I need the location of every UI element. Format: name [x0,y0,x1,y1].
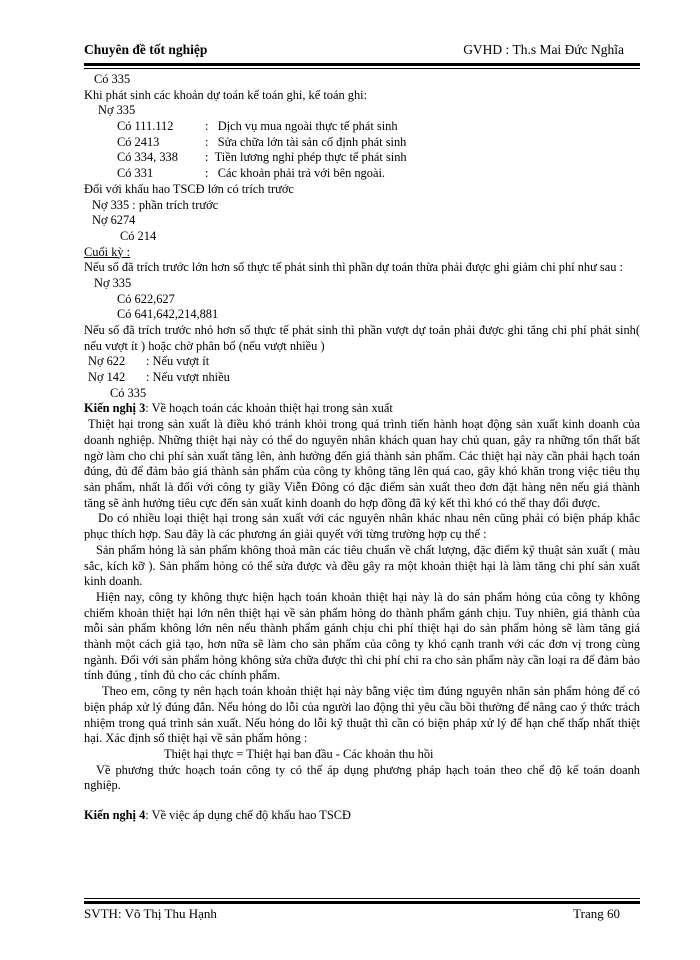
spacer [84,794,640,808]
header-advisor: GVHD : Th.s Mai Đức Nghĩa [463,42,624,57]
account-code: Có 111.112 [117,119,174,134]
page-number: Trang 60 [573,906,620,921]
paragraph: Do có nhiều loại thiệt hại trong sản xuất với các nguyên nhân khác nhau nên cũng phải có biện pháp khắc phục thích hợp. Sau đây là các phương án giải quyết với từng trường hợp cụ thể : [84,511,640,542]
account-line [84,135,640,151]
account-sep: : [205,166,209,181]
account-sep: : [205,119,209,134]
account-line [84,166,640,182]
page-footer [84,906,640,924]
header-rule-thick [84,63,640,66]
text-line: Nợ 335 [94,275,132,290]
heading-bold: Kiến nghị 4 [84,808,146,823]
account-code: Có 334, 338 [117,150,178,165]
text-line: Nợ 335 : phần trích trước [92,197,219,212]
section-heading [84,808,640,824]
text-line: Có 214 [120,228,157,243]
header-title: Chuyên đề tốt nghiệp [84,42,208,57]
text-line [84,354,640,370]
page-body [84,72,640,824]
footer-author: SVTH: Võ Thị Thu Hạnh [84,906,217,921]
account-sep: : [205,134,209,149]
account-desc: Sửa chữa lớn tài sản cố định phát sinh [217,134,407,149]
text-line: Có 335 [110,385,147,400]
section-heading [84,401,640,417]
section-label: Cuối kỳ : [84,244,131,259]
paragraph: Về phương thức hoạch toán công ty có thể áp dụng phương pháp hạch toán theo chế độ kế toán doanh nghiệp. [84,762,640,793]
account-desc: Dịch vụ mua ngoài thực tế phát sinh [217,119,398,134]
text-line: Nợ 6274 [92,213,136,228]
text-line: Nợ 335 [98,103,136,118]
paragraph: Sản phẩm hỏng là sản phẩm không thoả mãn các tiêu chuẩn về chất lượng, đặc điểm kỹ thuật sản xuất ( màu sắc, kích kỡ ). Sản phẩm hỏng có thể sửa được và đều gây ra một khoản thiệt hại là làm tăng chi phí sản xuất kinh doanh. [84,542,640,589]
account-code: Nợ 622 [88,354,126,369]
heading-rest: : Về việc áp dụng chế độ khấu hao TSCĐ [145,808,351,823]
text-line [84,370,640,386]
paragraph: Thiệt hại trong sản xuất là điều khó tránh khỏi trong quá trình tiến hành hoạt động sản xuất kinh doanh của doanh nghiệp. Những thiệt hại này có thể do nguyên nhân khách quan hay chủ quan, gây ra những tổn thất bất ngờ làm cho chi phí sản xuất tăng lên, ảnh hưởng đến giá thành sản phẩm. Các thiệt hại này cần phải hạch toán đúng, đủ để đảm bảo giá thành sản phẩm của công ty không tăng lên quá cao, gây khó khăn trong việc tiêu thụ sản phẩm, nhất là đối với công ty giầy Viễn Đông có đặc điểm sản xuất theo đơn đặt hàng nên nếu giá thành tăng sẽ ảnh hưởng tiêu cực đến sản xuất kinh doanh do hợp đồng đã ký kết thì khó có thể thay đổi được. [84,417,640,510]
footer-rule-thick [84,901,640,904]
account-desc: : Nếu vượt ít [146,354,210,369]
account-line [84,119,640,135]
text-line: Có 641,642,214,881 [117,307,219,322]
paragraph: Hiện nay, công ty không thực hiện hạch toán khoản thiệt hại này là do sản phẩm hỏng của công ty không chiếm khoản thiệt hại lớn nên thiệt hại về sản phẩm hỏng do thành phẩm gánh chịu. Tuy nhiên, giá thành của mỗi sản phẩm không lớn nên nếu thành phẩm gánh chịu chi phí thiệt hại do sản phẩm hỏng sẽ làm tăng giá thành một cách giả tạo, hơn nữa sẽ làm cho sản phẩm của công ty khó cạnh tranh với các đơn vị trong cùng ngành. Đối với sản phẩm hỏng không sửa chữa được thì chi phí chi ra cho sản phẩm này cần loại ra để đảm bảo tính đúng , tính đủ cho các chính phẩm. [84,589,640,683]
account-code: Có 331 [117,166,154,181]
account-sep: : [205,150,209,165]
text-line: Khi phát sinh các khoản dự toán kế toán ghi, kế toán ghi: [84,87,368,102]
heading-bold: Kiến nghị 3 [84,401,146,416]
page-header [84,42,624,62]
paragraph: Nếu số đã trích trước nhỏ hơn số thực tế phát sinh thì phần vượt dự toán phải được ghi tăng chi phí phát sinh( nếu vượt ít ) hoặc chờ phân bổ (nếu vượt nhiều ) [84,323,640,353]
text-line: Có 335 [94,72,131,86]
account-desc: : Nếu vượt nhiều [146,370,230,385]
account-code: Có 2413 [117,134,160,149]
account-line [84,150,640,166]
account-code: Nợ 142 [88,370,126,385]
text-line [84,245,640,261]
footer-rule-thin [84,898,640,899]
paragraph: Nếu số đã trích trước lớn hơn số thực tế phát sinh thì phần dự toán thừa phải được ghi giảm chi phí như sau : [84,260,623,275]
paragraph: Theo em, công ty nên hạch toán khoản thiệt hại này bằng việc tìm đúng nguyên nhân sản phẩm hỏng để có biện pháp xử lý đúng đắn. Nếu hỏng do lỗi của người lao động thì yêu cầu bồi thường để nâng cao ý thức trách nhiệm trong quá trình sản xuất. Nếu hỏng do lỗi kỹ thuật thì cần có biện pháp xử lý để hạn chế thấp nhất thiệt hại. Xác định số thiệt hại về sản phẩm hỏng : [84,684,640,746]
header-rule-thin [84,68,640,69]
text-line: Có 622,627 [117,291,175,306]
account-desc: Các khoản phải trả với bên ngoài. [217,166,385,181]
text-line: Đối với khấu hao TSCĐ lớn có trích trước [84,181,294,196]
formula-line: Thiệt hại thực = Thiệt hại ban đầu - Các khoản thu hồi [164,746,434,761]
heading-rest: : Về hoạch toán các khoản thiệt hại trong sản xuất [145,401,393,416]
account-desc: Tiền lương nghỉ phép thực tế phát sinh [214,150,407,165]
